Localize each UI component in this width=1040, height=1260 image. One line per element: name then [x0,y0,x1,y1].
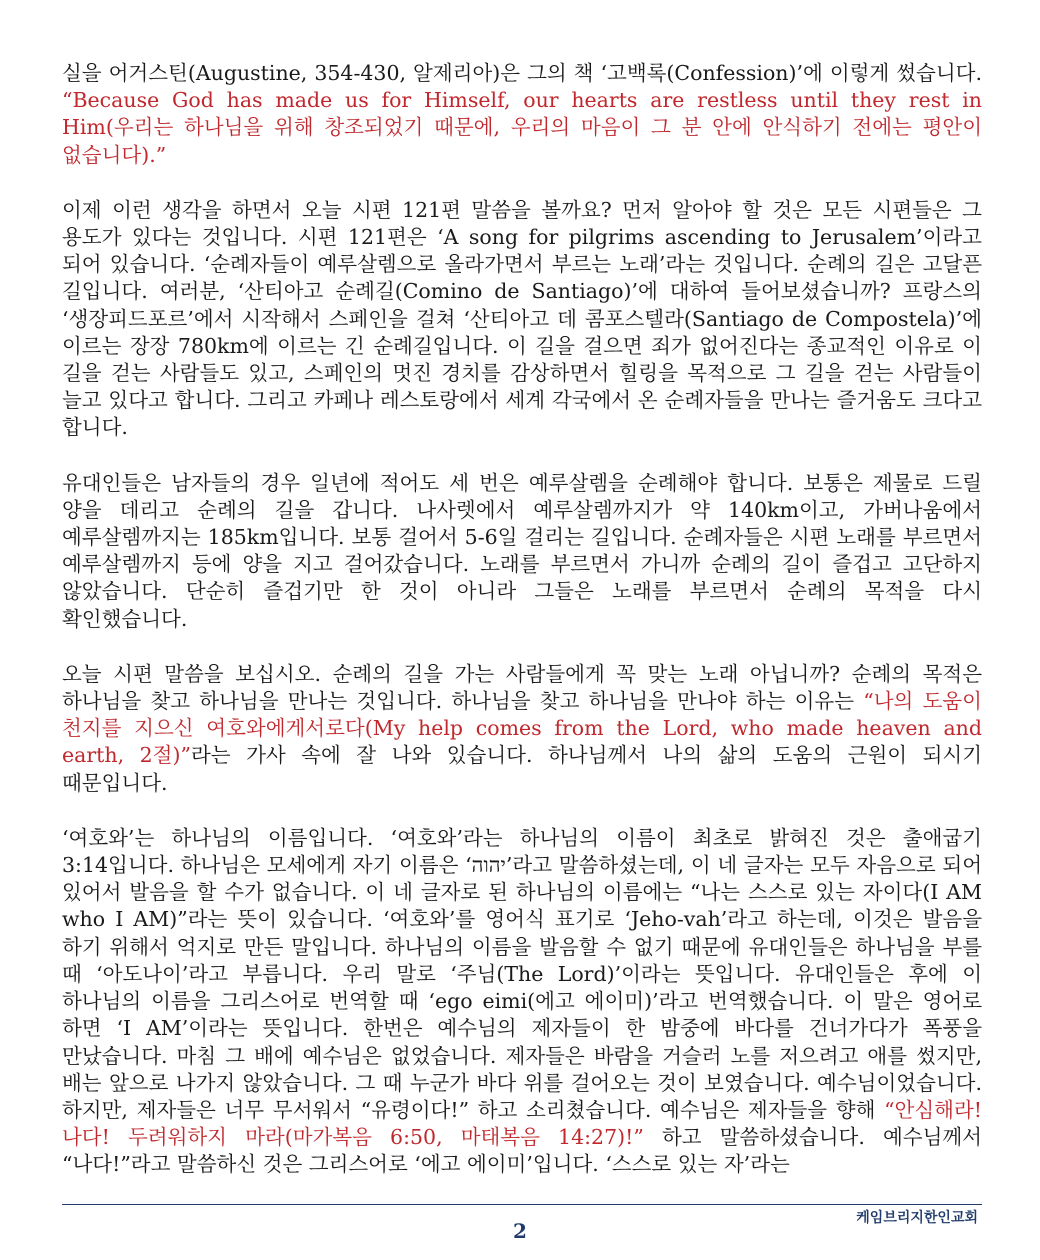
page-body [62,60,982,1207]
quoted-text-red: “Because God has made us for Himself, our hearts are restless until they rest in Him(우리는 하나님을 위해 창조되었기 때문에, 우리의 마음이 그 분 안에 안식하기 전에는 평안이 없습니다).” [62,88,982,167]
quoted-text-red: “안심해라! 나다! 두려워하지 마라(마가복음 6:50, 마태복음 14:27)!” [62,1097,982,1150]
body-text: 오늘 시편 말씀을 보십시오. 순례의 길을 가는 사람들에게 꼭 맞는 노래 아닙니까? 순례의 목적은 하나님을 찾고 하나님을 만나는 것입니다. 하나님을 찾고 하나님을 만나야 하는 이유는 [62,661,982,714]
body-text: 실을 어거스틴(Augustine, 354-430, 알제리아)은 그의 책 ‘고백록(Confession)’에 이렇게 썼습니다. [62,61,982,85]
body-text: 유대인들은 남자들의 경우 일년에 적어도 세 번은 예루살렘을 순례해야 합니다. 보통은 제물로 드릴 양을 데리고 순례의 길을 갑니다. 나사렛에서 예루살렘까지가 약 140km이고, 가버나움에서 예루살렘까지는 185km입니다. 보통 걸어서 5-6일 걸리는 길입니다. 순례자들은 시편 노래를 부르면서 예루살렘까지 등에 양을 지고 걸어갔습니다. 노래를 부르면서 가니까 순례의 길이 즐겁고 고단하지 않았습니다. 단순히 즐겁기만 한 것이 아니라 그들은 노래를 부르면서 순례의 목적을 다시 확인했습니다. [62,470,982,631]
body-text: 하고 말씀하셨습니다. 예수님께서 “나다!”라고 말씀하신 것은 그리스어로 ‘에고 에이미’입니다. ‘스스로 있는 자’라는 [62,1125,982,1177]
body-text: ‘여호와’는 하나님의 이름입니다. ‘여호와’라는 하나님의 이름이 최초로 밝혀진 것은 출애굽기 3:14입니다. 하나님은 모세에게 자기 이름은 ‘יהוה’라고 말씀하셨는데, 이 네 글자는 모두 자음으로 되어 있어서 발음을 할 수가 없습니다. 이 네 글자로 된 하나님의 이름에는 “나는 스스로 있는 자이다(I AM who I AM)”라는 뜻이 있습니다. ‘여호와’를 영어식 표기로 ‘Jeho-vah’라고 하는데, 이것은 발음을 하기 위해서 억지로 만든 말입니다. 하나님의 이름을 발음할 수 없기 때문에 유대인들은 하나님을 부를 때 ‘아도나이’라고 부릅니다. 우리 말로 ‘주님(The Lord)’이라는 뜻입니다. 유대인들은 후에 이 하나님의 이름을 그리스어로 번역할 때 ‘ego eimi(에고 에이미)’라고 번역했습니다. 이 말은 영어로 하면 ‘I AM’이라는 뜻입니다. 한번은 예수님의 제자들이 한 밤중에 바다를 건너가다가 폭풍을 만났습니다. 마침 그 배에 예수님은 없었습니다. 제자들은 바람을 거슬러 노를 저으려고 애를 썼지만, 배는 앞으로 나가지 않았습니다. 그 때 누군가 바다 위를 걸어오는 것이 보였습니다. 예수님이었습니다. 하지만, 제자들은 너무 무서워서 “유령이다!” 하고 소리쳤습니다. 예수님은 제자들을 향해 [62,825,982,1122]
church-name: 케임브리지한인교회 [856,1210,978,1226]
body-text: 라는 가사 속에 잘 나와 있습니다. 하나님께서 나의 삶의 도움의 근원이 되시기 때문입니다. [62,743,982,795]
paragraph-name-of-god [62,825,982,1179]
paragraph-augustine [62,60,982,169]
paragraph-purpose-of-pilgrimage [62,661,982,797]
paragraph-psalm-121-pilgrimage [62,197,982,442]
footer-divider [62,1204,982,1205]
body-text: 이제 이런 생각을 하면서 오늘 시편 121편 말씀을 볼까요? 먼저 알아야 할 것은 모든 시편들은 그 용도가 있다는 것입니다. 시편 121편은 ‘A song for pilgrims ascending to Jerusalem’이라고 되어 있습니다. ‘순례자들이 예루살렘으로 올라가면서 부르는 노래’라는 것입니다. 순례의 길은 고달픈 길입니다. 여러분, ‘산티아고 순례길(Comino de Santiago)’에 대하여 들어보셨습니까? 프랑스의 ‘생장피드포르’에서 시작해서 스페인을 걸쳐 ‘산티아고 데 콤포스텔라(Santiago de Compostela)’에 이르는 장장 780km에 이르는 긴 순례길입니다. 이 길을 걸으면 죄가 없어진다는 종교적인 이유로 이 길을 걷는 사람들도 있고, 스페인의 멋진 경치를 감상하면서 힐링을 목적으로 그 길을 걷는 사람들이 늘고 있다고 합니다. 그리고 카페나 레스토랑에서 세계 각국에서 온 순례자들을 만나는 즐거움도 크다고 합니다. [62,197,982,440]
page-number: 2 [513,1219,527,1243]
paragraph-jewish-pilgrims [62,470,982,633]
quoted-text-red: “나의 도움이 천지를 지으신 여호와에게서로다(My help comes from the Lord, who made heaven and earth, 2절)” [62,689,982,768]
